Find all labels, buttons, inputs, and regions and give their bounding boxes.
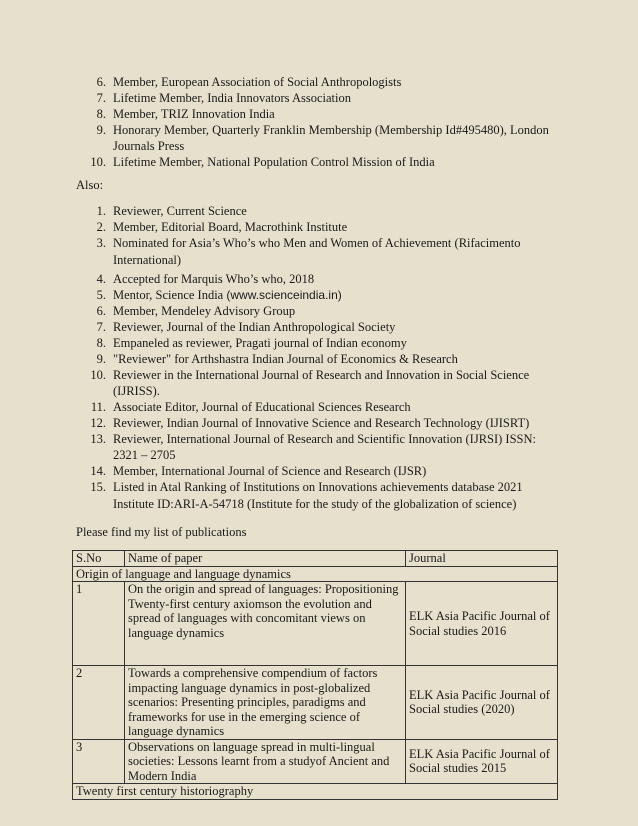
list-item bbox=[76, 203, 556, 219]
item-text: Member, International Journal of Science and Research (IJSR) bbox=[113, 464, 427, 478]
list-item bbox=[76, 90, 556, 106]
list-item bbox=[76, 271, 556, 287]
list-item bbox=[76, 351, 556, 367]
list-item bbox=[76, 287, 556, 303]
cell-paper: Observations on language spread in multi-lingual societies: Lessons learnt from a studyof Ancient and Modern India bbox=[125, 739, 406, 784]
list-item bbox=[76, 415, 556, 431]
item-number: 9. bbox=[96, 352, 106, 366]
item-number: 6. bbox=[96, 75, 106, 89]
cell-journal: ELK Asia Pacific Journal of Social studies 2016 bbox=[406, 582, 558, 666]
cell-paper: Towards a comprehensive compendium of factors impacting language dynamics in post-globalized scenarios: Presenting principles, paradigms and frameworks for use in the emerging science of language dynamics bbox=[125, 666, 406, 740]
list-item bbox=[76, 479, 556, 513]
item-number: 10. bbox=[90, 368, 106, 382]
list-item bbox=[76, 154, 556, 170]
item-number: 13. bbox=[90, 432, 106, 446]
table-header-row bbox=[73, 551, 558, 567]
cell-sno: 2 bbox=[73, 666, 125, 740]
item-text: Listed in Atal Ranking of Institutions on Innovations achievements database 2021 Institute ID:ARI-A-54718 (Institute for the study of the globalization of science) bbox=[113, 480, 523, 511]
header-paper: Name of paper bbox=[125, 551, 406, 567]
item-number: 3. bbox=[96, 236, 106, 250]
item-number: 15. bbox=[90, 480, 106, 494]
list-item bbox=[76, 319, 556, 335]
item-text: Member, Editorial Board, Macrothink Institute bbox=[113, 220, 348, 234]
item-number: 8. bbox=[96, 336, 106, 350]
item-number: 9. bbox=[96, 123, 106, 137]
cell-journal: ELK Asia Pacific Journal of Social studies 2015 bbox=[406, 739, 558, 784]
list-item bbox=[76, 219, 556, 235]
website-link[interactable]: (www.scienceindia.in) bbox=[226, 288, 342, 302]
item-text: "Reviewer" for Arthshastra Indian Journal of Economics & Research bbox=[113, 352, 458, 366]
item-text: Accepted for Marquis Who’s who, 2018 bbox=[113, 272, 315, 286]
list-item bbox=[76, 122, 556, 154]
list-item bbox=[76, 367, 556, 399]
item-text: Lifetime Member, National Population Control Mission of India bbox=[113, 155, 435, 169]
item-number: 10. bbox=[90, 155, 106, 169]
table-row bbox=[73, 739, 558, 784]
item-number: 1. bbox=[96, 204, 106, 218]
item-number: 7. bbox=[96, 91, 106, 105]
item-number: 2. bbox=[96, 220, 106, 234]
table-row bbox=[73, 666, 558, 740]
item-number: 11. bbox=[90, 400, 106, 414]
item-number: 6. bbox=[96, 304, 106, 318]
cell-journal: ELK Asia Pacific Journal of Social studies (2020) bbox=[406, 666, 558, 740]
item-text: Reviewer, Indian Journal of Innovative Science and Research Technology (IJISRT) bbox=[113, 416, 530, 430]
item-text: Empaneled as reviewer, Pragati journal of Indian economy bbox=[113, 336, 407, 350]
section-row bbox=[73, 784, 558, 800]
item-number: 7. bbox=[96, 320, 106, 334]
publications-table bbox=[72, 550, 558, 800]
item-text: Reviewer, Journal of the Indian Anthropological Society bbox=[113, 320, 396, 334]
section-title: Twenty first century historiography bbox=[73, 784, 558, 800]
item-text: Reviewer, Current Science bbox=[113, 204, 247, 218]
item-text: Member, European Association of Social Anthropologists bbox=[113, 75, 402, 89]
item-text: Member, TRIZ Innovation India bbox=[113, 107, 275, 121]
header-journal: Journal bbox=[406, 551, 558, 567]
header-sno: S.No bbox=[73, 551, 125, 567]
item-number: 5. bbox=[96, 288, 106, 302]
publications-intro: Please find my list of publications bbox=[76, 525, 247, 539]
cell-paper: On the origin and spread of languages: Propositioning Twenty-first century axiomson the evolution and spread of languages with concomitant views on language dynamics bbox=[125, 582, 406, 666]
item-text: Associate Editor, Journal of Educational Sciences Research bbox=[113, 400, 411, 414]
list-item bbox=[76, 335, 556, 351]
list-item bbox=[76, 303, 556, 319]
item-text: Mentor, Science India bbox=[113, 288, 227, 302]
item-text: Honorary Member, Quarterly Franklin Membership (Membership Id#495480), London Journals Press bbox=[113, 123, 549, 153]
list-item bbox=[76, 106, 556, 122]
item-number: 8. bbox=[96, 107, 106, 121]
item-text: Reviewer in the International Journal of Research and Innovation in Social Science (IJRISS). bbox=[113, 368, 530, 398]
list-item bbox=[76, 463, 556, 479]
item-text: Reviewer, International Journal of Research and Scientific Innovation (IJRSI) ISSN: 2321 – 2705 bbox=[113, 432, 536, 462]
item-text: Nominated for Asia’s Who’s who Men and Women of Achievement (Rifacimento International) bbox=[113, 236, 521, 267]
item-number: 12. bbox=[90, 416, 106, 430]
item-text: Member, Mendeley Advisory Group bbox=[113, 304, 296, 318]
list-item bbox=[76, 431, 556, 463]
section-title: Origin of language and language dynamics bbox=[73, 566, 558, 582]
item-number: 14. bbox=[90, 464, 106, 478]
item-text: Lifetime Member, India Innovators Association bbox=[113, 91, 351, 105]
memberships-list bbox=[76, 74, 556, 170]
table-row bbox=[73, 582, 558, 666]
list-item bbox=[76, 235, 556, 269]
list-item bbox=[76, 74, 556, 90]
list-item bbox=[76, 399, 556, 415]
also-label: Also: bbox=[76, 178, 104, 192]
roles-list bbox=[76, 203, 556, 513]
item-number: 4. bbox=[96, 272, 106, 286]
cell-sno: 1 bbox=[73, 582, 125, 666]
section-row bbox=[73, 566, 558, 582]
cell-sno: 3 bbox=[73, 739, 125, 784]
